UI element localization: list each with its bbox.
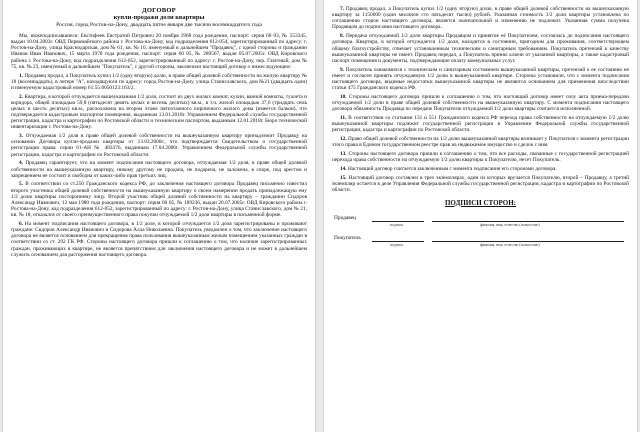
clause-paragraph [332, 94, 629, 112]
clause-text: Передача отчуждаемой 1/2 доли квартиры Продавцом и принятие её Покупателем, состоялась до подписания настоящего договора. Квартира, в которой отчуждается 1/2 доля, находится в состоянии, пригодном для проживания, соответствующем общему благоустройству, отвечает установленным техническим и санитарным требованиям. Покупатель претензий к качеству вышеуказанной квартиры не имеет. Продавец передал, а Покупатель принял ключи от указанной квартиры, а также кадастровый паспорт помещения и документы, подтверждающие оплату коммунальных услуг. [332, 33, 629, 64]
clause-paragraph [332, 115, 629, 133]
buyer-signature-row [332, 235, 629, 255]
preamble-paragraph: Мы, нижеподписавшиеся: Евстифеев Евстратий Петрович 20 ноября 1968 года рождения, паспорт: серия 60 03, № 553345, выдан 10.04.2003г. ОВД Первомайского района г. Ростова-на-Дону, код подразделения 612-054, зарегистрированный по адресу: г. Ростов-на-Дону, улица Краснодарская, дом № 61, кв. № 10, именуемый в дальнейшем "Продавец", с одной стороны и гражданин Иванов Иван Иванович, 15 марта 1978 года рождения, паспорт: серия 60 05, № 280567, выдан 05.07.2005г. ОВД Кировского района г. Ростова-на-Дону, код подразделения 612-052, зарегистрированный по адресу: г. Ростов-на-Дону, пер. Газетный, дом № 75, кв. № 23, именуемый в дальнейшем "Покупатель", с другой стороны, заключили настоящий договор о нижеследующем: [11, 33, 307, 70]
clause-number: 6. [19, 220, 23, 227]
seller-label: Продавец [334, 214, 357, 221]
clause-text: Продавец продал, а Покупатель купил 1/2 (одну вторую) долю, в праве общей долевой собственности на жилую квартиру № 18 (восемнадцать), в литере "А", находящуюся по адресу: город Ростов-на-Дону, улица Станиславского, дом №21 (двадцать один) и именуемую кадастровый номер 61:55:0050123:163/2. [11, 72, 308, 91]
place-and-date: Россия, город Ростов-на-Дону, двадцать пятое января две тысячи восемнадцатого года [56, 22, 262, 28]
document-page-1 [3, 0, 315, 432]
buyer-fullname-caption: фамилия, имя, отчество (полностью) [480, 242, 540, 247]
seller-fullname-line [432, 221, 624, 222]
clause-text: В соответствии со ст.250 Гражданского кодекса РФ, до заключения настоящего договора Продавец письменно известил второго участника общей долевой собственности на вышеуказанную квартиру о своем намерении продать принадлежащую ему 1/2 долю квартиры постороннему лицу. Второй участник общей долевой собственности на квартиру – гражданин Сидоров Александр Иванович, 12 мая 1980 года рождения, паспорт: серия 60 05, № 189236, выдан 20.07.2005г. ОВД Кировского района г. Ростова-на-Дону, код подразделения 612-052, зарегистрированный по адресу: г. Ростов-на-Дону, улица Станиславского, дом № 21, кв. № 18, отказался от своего преимущественного права покупки отчуждаемой 1/2 доли квартиры в письменной форме. [11, 181, 307, 219]
clause-text: Продавец продал, а Покупатель купил 1/2 (одну вторую) долю, в праве общей долевой собственности на вышеуказанную квартиру за 1150000 (один миллион сто пятьдесят тысяч) рублей. Указанная стоимость 1/2 доли квартиры установлена по соглашению сторон настоящего договора, является окончательной и изменению не подлежит. Указанная сумма получена Продавцом до подписания настоящего договора. [332, 6, 629, 31]
clause-text: Стороны настоящего договора пришли к соглашению о том, что все расходы, связанные с государственной регистрацией перехода права собственности на отчуждаемую 1/2 долю квартиры к Покупателю, несет Покупатель. [332, 150, 629, 163]
clause-number: 14. [340, 165, 347, 172]
buyer-signature-line [372, 241, 424, 242]
clause-text: В соответствии со статьями 131 и 551 Гражданского кодекса РФ переход права собственности на отчуждаемую 1/2 долю вышеуказанной квартиры подлежит государственной регистрации в Управлении Федеральной службы государственной регистрации, кадастра и картографии по Ростовской области. [332, 114, 629, 134]
clause-paragraph [332, 151, 629, 163]
seller-signature-row [332, 215, 629, 235]
seller-fullname-caption: фамилия, имя, отчество (полностью) [480, 222, 540, 227]
buyer-signature-caption: подпись [390, 242, 404, 247]
clause-number: 11. [340, 114, 347, 121]
clauses-list-page-1 [11, 73, 307, 258]
clause-paragraph [332, 33, 629, 64]
clause-text: Стороны настоящего договора пришли к соглашению о том, что настоящий договор имеет силу акта приема-передачи отчуждаемой 1/2 доли в праве общей долевой собственности на вышеуказанную квартиру. С момента подписания настоящего договора обязанность Продавца по передаче Покупателю отчуждаемой 1/2 доли квартиры считается исполненной. [332, 93, 630, 113]
clause-paragraph [332, 175, 629, 193]
clause-paragraph [332, 136, 629, 148]
clause-number: 1. [19, 72, 23, 79]
clause-paragraph [11, 160, 307, 178]
clause-text: Квартира, в которой отчуждается вышеуказанная 1/2 доля, состоит из двух жилых комнат, кухни, ванной комнаты, туалета и коридора, общей площадью 59,8 (пятьдесят девять целых и восемь десятых) кв.м., в т.ч. жилой площадью 37,6 (тридцать семь целых и шесть десятых) кв.м., расположена на втором этаже пятиэтажного кирпичного жилого дома (имеется балкон), что подтверждается кадастровым паспортом помещения, выданным 13.01.2018г. Управлением Федеральной службы государственной регистрации, кадастра и картографии по Ростовской области и техническим паспортом, выданным 12.01.2018г. Бюро технической инвентаризации г. Ростова-на-Дону. [11, 93, 307, 131]
clause-paragraph [11, 181, 307, 218]
clause-number: 12. [340, 135, 347, 142]
document-page-2 [324, 0, 637, 432]
clause-text: Настоящий договор считается заключенным с момента подписания его сторонами договора. [347, 165, 557, 172]
clause-text: Отчуждаемая 1/2 доля в праве общей долевой собственности на вышеуказанную квартиру принадлежит Продавцу на основании Договора купли-продажи квартиры от 13.03.2006г., что подтверждается Свидетельством о государственной регистрации права: серии 61-АН № 483376, выданным 17.04.2006г. Управлением Федеральной службы государственной регистрации, кадастра и картографии по Ростовской области. [11, 133, 307, 158]
document-title: ДОГОВОР [142, 7, 176, 14]
clause-text: Настоящий договор составлен в трех экземплярах, один из которых вручается Покупателю, второй – Продавцу, а третий экземпляр остается в деле Управления Федеральной службы государственной регистрации, кадастра и картографии по Ростовской области. [332, 174, 629, 193]
clause-number: 8. [340, 33, 344, 40]
clause-number: 15. [340, 174, 347, 181]
clause-paragraph [11, 221, 307, 258]
clause-number: 5. [19, 181, 23, 188]
clause-number: 3. [19, 133, 23, 140]
buyer-fullname-line [432, 241, 624, 242]
clause-number: 4. [19, 160, 23, 167]
clause-paragraph [332, 166, 629, 172]
clause-number: 7. [340, 6, 344, 12]
clause-number: 2. [19, 93, 23, 100]
seller-signature-line [372, 221, 424, 222]
document-subtitle: купли-продажи доли квартиры [113, 14, 205, 21]
clause-paragraph [11, 73, 307, 91]
clause-number: 9. [340, 66, 344, 73]
clause-text: Право общей долевой собственности на 1/2 долю вышеуказанной квартиры возникает у Покупателя с момента регистрации этого права в Едином государственном реестре прав на недвижимое имущество и сделок с ним. [332, 135, 629, 149]
clause-text: Покупатель ознакомился с техническим и санитарным состоянием вышеуказанной квартиры, претензий к ее состоянию не имеет и согласен принять отчуждаемую 1/2 долю в вышеуказанной квартире. Стороны установили, что с момента подписания настоящего договора, видимые недостатки вышеуказанной квартиры не являются основанием для применения впоследствии статьи 475 Гражданского кодекса РФ. [332, 66, 629, 92]
clause-number: 13. [340, 150, 347, 157]
clause-number: 10. [340, 93, 347, 100]
clause-paragraph [332, 6, 629, 31]
clause-paragraph [11, 94, 307, 131]
clause-text: Продавец гарантирует, что на момент подписания настоящего договора, отчуждаемая 1/2 доля, в праве общей долевой собственности на вышеуказанную квартиру, никому другому не продана, не подарена, не заложена, в споре, под арестом и запрещением не состоит и свободна от каких-либо прав третьих лиц. [11, 160, 308, 179]
buyer-label: Покупатель [334, 234, 361, 241]
clause-paragraph [332, 67, 629, 92]
seller-signature-caption: подпись [390, 222, 404, 227]
signatures-heading: ПОДПИСИ СТОРОН: [444, 198, 517, 207]
clauses-list-page-2 [332, 6, 629, 193]
clause-paragraph [11, 133, 307, 158]
clause-text: На момент подписания настоящего договора, в 1/2 доле, в которой отчуждается 1/2 доля зарегистрированы и проживают граждане: Сидоров Александр Иванович и Сидорова Алла Николаевна. Покупатель уведомлен о том, что заключение настоящего договора не является основанием для прекращения права пользования вышеуказанным жилым помещением указанных граждан в соответствии со ст. 292 ГК РФ. Стороны настоящего договора пришли к соглашению о том, что наличие зарегистрированных граждан, проживающих в квартире, не является препятствием для заключения настоящего договора и не может в дальнейшем служить основанием для расторжения настоящего договора. [11, 220, 307, 258]
